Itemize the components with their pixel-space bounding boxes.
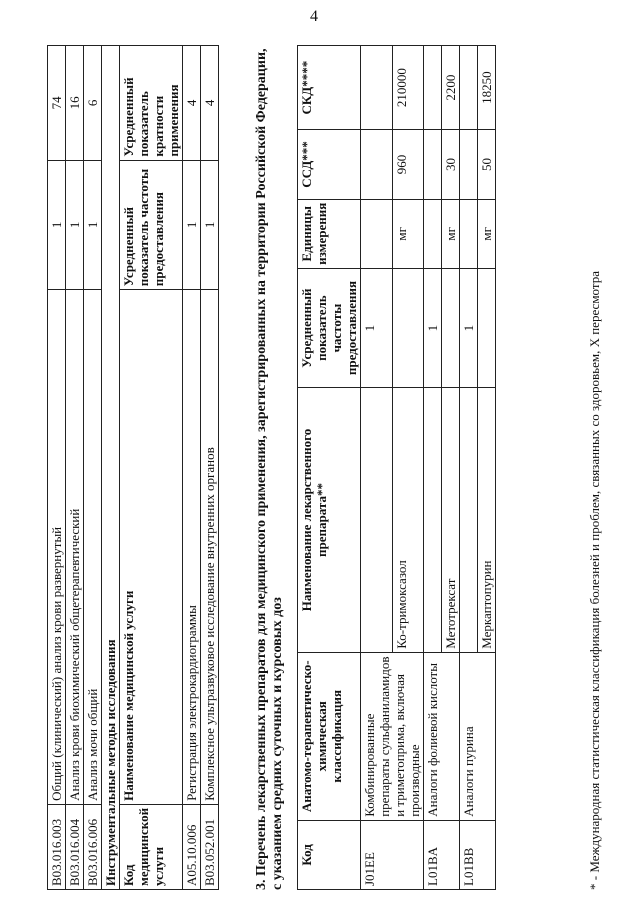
ssd-empty — [361, 130, 393, 199]
service-code: B03.016.006 — [84, 804, 102, 889]
section-header-row — [102, 46, 120, 890]
column-header-drug: Наименование лекарственного препарата** — [298, 388, 361, 652]
atc-code: L01BB — [460, 820, 496, 889]
service-code: B03.052.001 — [201, 804, 219, 889]
frequency-value: 1 — [201, 160, 219, 290]
unit-empty — [424, 199, 442, 268]
section-3-title: 3. Перечень лекарственных препаратов для медицинского применения, зарегистрированных на территории Российской Федерации, с указанием средних суточных и курсовых доз — [254, 48, 285, 890]
column-header-multiplicity: Усредненный показатель кратности применения — [120, 46, 183, 161]
service-name: Общий (клинический) анализ крови развернутый — [48, 290, 66, 805]
table-row — [48, 46, 66, 890]
service-code: B03.016.003 — [48, 804, 66, 889]
column-header-frequency: Усредненный показатель частоты предоставления — [298, 268, 361, 387]
drug-name: Метотрексат — [442, 388, 460, 652]
multiplicity-value: 16 — [66, 46, 84, 161]
ssd-empty — [424, 130, 442, 199]
atc-classification: Аналоги пурина — [460, 652, 496, 820]
footnote: * - Международная статистическая классификация болезней и проблем, связанных со здоровьем, X пересмотра — [587, 271, 602, 890]
unit-empty — [361, 199, 393, 268]
atc-code: J01EE — [361, 820, 424, 889]
drug-name: Ко-тримоксазол — [392, 388, 424, 652]
ssd-value: 960 — [392, 130, 424, 199]
atc-code: L01BA — [424, 820, 460, 889]
unit-value: мг — [442, 199, 460, 268]
service-name: Регистрация электрокардиограммы — [183, 290, 201, 805]
ssd-value: 50 — [478, 130, 496, 199]
table-row — [460, 46, 478, 890]
unit-empty — [460, 199, 478, 268]
ssd-empty — [460, 130, 478, 199]
page-number: 4 — [310, 8, 318, 25]
drugs-table — [297, 45, 496, 890]
multiplicity-value: 4 — [183, 46, 201, 161]
skd-empty — [361, 46, 393, 130]
skd-empty — [424, 46, 442, 130]
service-code: B03.016.004 — [66, 804, 84, 889]
frequency-value: 1 — [183, 160, 201, 290]
frequency-value: 1 — [460, 268, 478, 387]
table-row — [66, 46, 84, 890]
skd-value: 18250 — [478, 46, 496, 130]
frequency-empty — [442, 268, 460, 387]
column-header-atc: Анатомо-терапевтическо-химическая классификация — [298, 652, 361, 820]
skd-value: 2200 — [442, 46, 460, 130]
skd-empty — [460, 46, 478, 130]
column-header-name: Наименование медицинской услуги — [120, 290, 183, 805]
column-header-frequency: Усредненный показатель частоты предоставления — [120, 160, 183, 290]
unit-value: мг — [392, 199, 424, 268]
rotated-page-content — [12, 10, 640, 890]
multiplicity-value: 4 — [201, 46, 219, 161]
table-row — [183, 46, 201, 890]
table-row — [361, 46, 393, 890]
service-name: Анализ крови биохимический общетерапевтический — [66, 290, 84, 805]
frequency-value: 1 — [424, 268, 442, 387]
unit-value: мг — [478, 199, 496, 268]
drug-name-empty — [424, 388, 442, 652]
atc-classification: Комбинированные препараты сульфаниламидов и триметоприма, включая производные — [361, 652, 424, 820]
section-header: Инструментальные методы исследования — [102, 46, 120, 890]
service-name: Анализ мочи общий — [84, 290, 102, 805]
frequency-empty — [392, 268, 424, 387]
frequency-empty — [478, 268, 496, 387]
column-header-skd: СКД**** — [298, 46, 361, 130]
drug-name-empty — [361, 388, 393, 652]
drug-name: Меркаптопурин — [478, 388, 496, 652]
frequency-value: 1 — [66, 160, 84, 290]
frequency-value: 1 — [84, 160, 102, 290]
column-header-code: Код медицинской услуги — [120, 804, 183, 889]
medical-services-table — [47, 45, 219, 890]
table-row — [84, 46, 102, 890]
skd-value: 210000 — [392, 46, 424, 130]
column-header-unit: Единицы измерения — [298, 199, 361, 268]
multiplicity-value: 74 — [48, 46, 66, 161]
atc-classification: Аналоги фолиевой кислоты — [424, 652, 460, 820]
column-header-code: Код — [298, 820, 361, 889]
service-name: Комплексное ультразвуковое исследование внутренних органов — [201, 290, 219, 805]
frequency-value: 1 — [48, 160, 66, 290]
table-row — [201, 46, 219, 890]
column-header-ssd: ССД*** — [298, 130, 361, 199]
table-row — [424, 46, 442, 890]
multiplicity-value: 6 — [84, 46, 102, 161]
ssd-value: 30 — [442, 130, 460, 199]
header-row — [298, 46, 361, 890]
header-row — [120, 46, 183, 890]
service-code: A05.10.006 — [183, 804, 201, 889]
frequency-value: 1 — [361, 268, 393, 387]
drug-name-empty — [460, 388, 478, 652]
